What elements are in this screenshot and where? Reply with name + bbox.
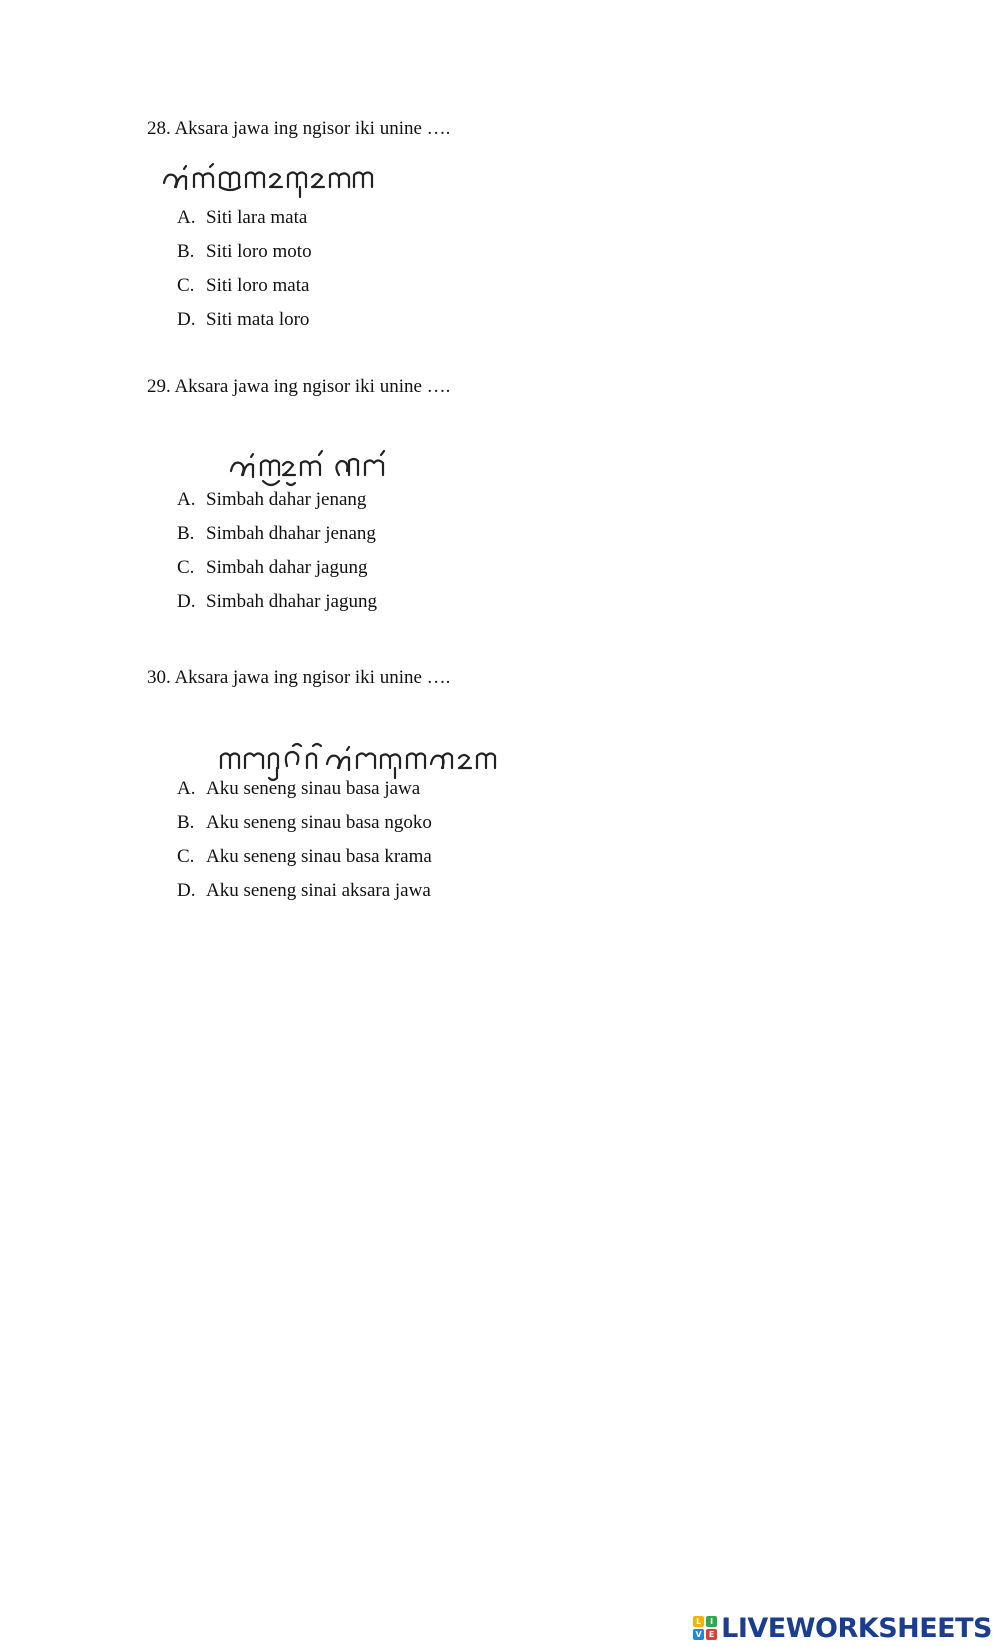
option-letter: C. xyxy=(177,846,195,867)
answer-option-a[interactable] xyxy=(177,772,432,806)
option-text: Siti loro mata xyxy=(206,275,310,296)
question-30 xyxy=(147,666,847,946)
option-text: Aku seneng sinau basa krama xyxy=(206,846,432,867)
option-text: Siti lara mata xyxy=(206,207,308,228)
answer-option-c[interactable] xyxy=(177,551,377,585)
answer-options xyxy=(177,201,312,337)
answer-option-d[interactable] xyxy=(177,585,377,619)
javanese-script-image xyxy=(160,155,380,205)
answer-option-c[interactable] xyxy=(177,840,432,874)
answer-option-b[interactable] xyxy=(177,806,432,840)
option-letter: C. xyxy=(177,275,195,296)
option-text: Simbah dahar jagung xyxy=(206,557,368,578)
option-letter: B. xyxy=(177,241,195,262)
mark-cell: I xyxy=(706,1616,717,1627)
answer-options xyxy=(177,483,377,619)
option-text: Aku seneng sinau basa ngoko xyxy=(206,812,432,833)
liveworksheets-logo xyxy=(693,1610,992,1646)
question-prompt: 29. Aksara jawa ing ngisor iki unine …. xyxy=(147,376,451,397)
option-text: Simbah dahar jenang xyxy=(206,489,367,510)
option-letter: D. xyxy=(177,309,196,330)
option-text: Aku seneng sinau basa jawa xyxy=(206,778,421,799)
answer-option-b[interactable] xyxy=(177,235,312,269)
option-text: Siti mata loro xyxy=(206,309,310,330)
option-letter: D. xyxy=(177,880,196,901)
option-letter: B. xyxy=(177,812,195,833)
question-28 xyxy=(147,117,847,347)
option-letter: B. xyxy=(177,523,195,544)
answer-options xyxy=(177,772,432,908)
option-letter: A. xyxy=(177,778,196,799)
answer-option-d[interactable] xyxy=(177,303,312,337)
mark-cell: E xyxy=(706,1629,717,1640)
answer-option-a[interactable] xyxy=(177,201,312,235)
option-text: Aku seneng sinai aksara jawa xyxy=(206,880,431,901)
option-letter: A. xyxy=(177,207,196,228)
option-letter: A. xyxy=(177,489,196,510)
option-text: Simbah dhahar jenang xyxy=(206,523,376,544)
brand-name: LIVEWORKSHEETS xyxy=(721,1612,992,1644)
answer-option-c[interactable] xyxy=(177,269,312,303)
mark-cell: V xyxy=(693,1629,704,1640)
option-text: Siti loro moto xyxy=(206,241,312,262)
question-prompt: 28. Aksara jawa ing ngisor iki unine …. xyxy=(147,118,451,139)
answer-option-a[interactable] xyxy=(177,483,377,517)
answer-option-d[interactable] xyxy=(177,874,432,908)
mark-cell: L xyxy=(693,1616,704,1627)
answer-option-b[interactable] xyxy=(177,517,377,551)
option-text: Simbah dhahar jagung xyxy=(206,591,377,612)
question-prompt: 30. Aksara jawa ing ngisor iki unine …. xyxy=(147,667,451,688)
option-letter: C. xyxy=(177,557,195,578)
option-letter: D. xyxy=(177,591,196,612)
question-29 xyxy=(147,375,847,645)
liveworksheets-mark-icon xyxy=(693,1616,717,1640)
